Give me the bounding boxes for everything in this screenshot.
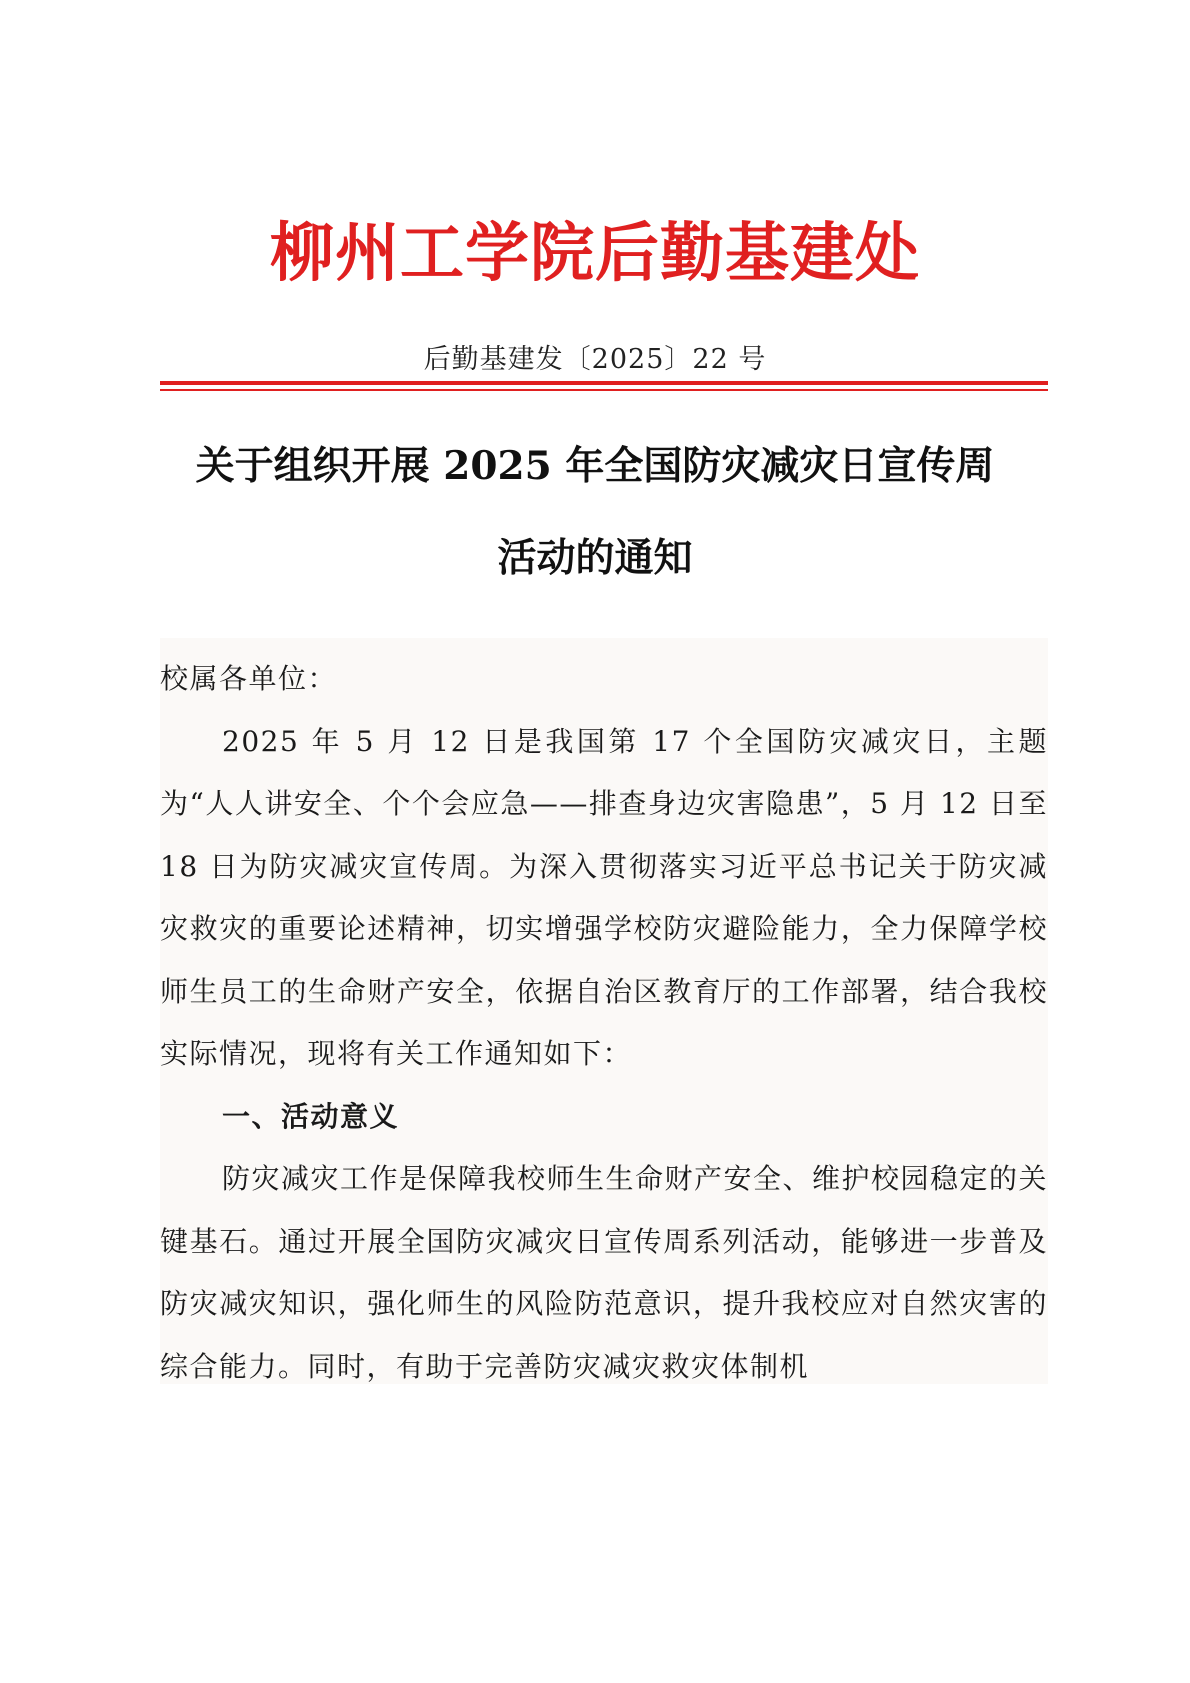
header-divider-thin: [160, 389, 1048, 391]
document-title-line2: 活动的通知: [497, 535, 693, 581]
organization-header: 柳州工学院后勤基建处: [270, 216, 920, 291]
document-title-line1: 关于组织开展 2025 年全国防灾减灾日宣传周: [195, 443, 995, 489]
section-heading-1: 一、活动意义: [222, 1099, 400, 1133]
header-divider-thick: [160, 381, 1048, 385]
paragraph-intro: 2025 年 5 月 12 日是我国第 17 个全国防灾减灾日，主题为“人人讲安全、个个会应急——排查身边灾害隐患”，5 月 12 日至 18 日为防灾减灾宣传周。为深入贯彻落实习近平总书记关于防灾减灾救灾的重要论述精神，切实增强学校防灾避险能力，全力保障学校师生员工的生命财产安全，依据自治区教育厅的工作部署，结合我校实际情况，现将有关工作通知如下：: [160, 724, 1048, 1070]
document-number: 后勤基建发〔2025〕22 号: [423, 344, 767, 375]
salutation: 校属各单位：: [160, 662, 338, 695]
document-body: [160, 648, 1048, 1398]
paragraph-significance: 防灾减灾工作是保障我校师生生命财产安全、维护校园稳定的关键基石。通过开展全国防灾减灾日宣传周系列活动，能够进一步普及防灾减灾知识，强化师生的风险防范意识，提升我校应对自然灾害的综合能力。同时，有助于完善防灾减灾救灾体制机: [160, 1162, 1049, 1383]
